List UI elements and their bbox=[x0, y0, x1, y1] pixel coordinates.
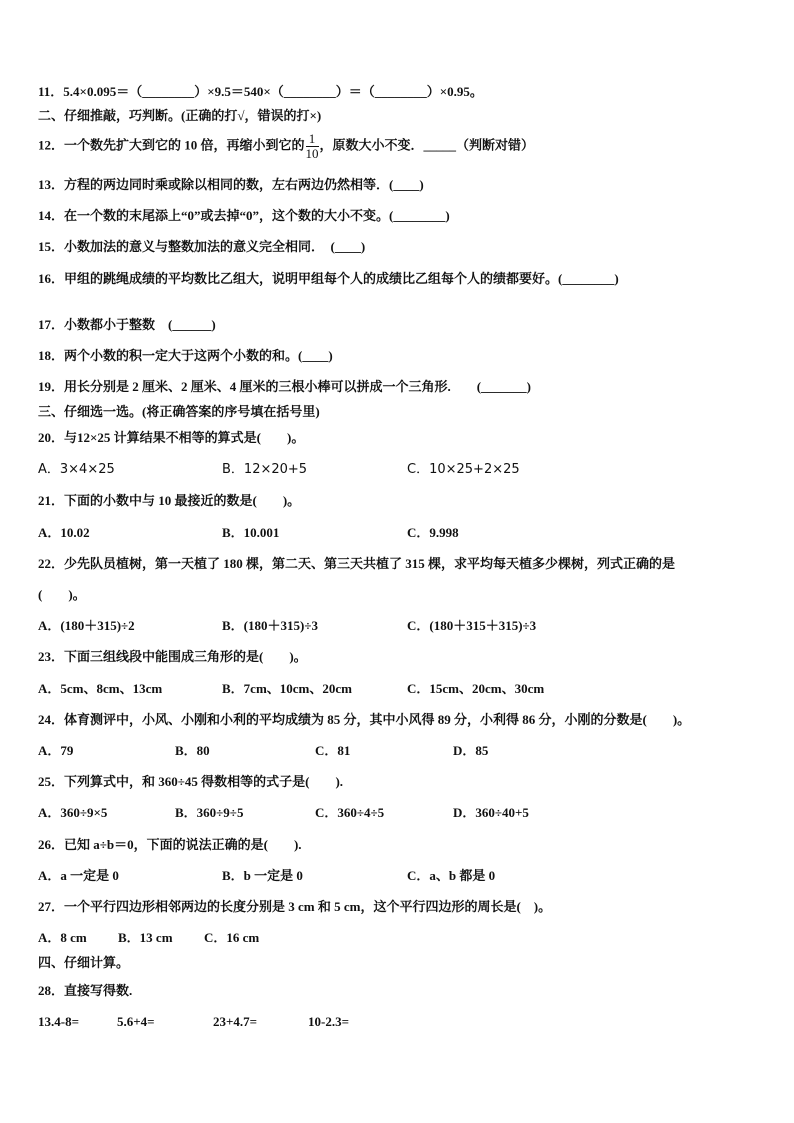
option-b: B．360÷9÷5 bbox=[175, 805, 244, 820]
option-c: C．360÷4÷5 bbox=[315, 805, 385, 820]
question-16: 16．甲组的跳绳成绩的平均数比乙组大，说明甲组每个人的成绩比乙组每个人的绩都要好。(________) bbox=[38, 271, 619, 286]
calc-item: 10-2.3= bbox=[308, 1014, 349, 1029]
question-11: 11．5.4×0.095＝（________）×9.5＝540×（________）＝（________）×0.95。 bbox=[38, 84, 483, 99]
option-a: A．360÷9×5 bbox=[38, 805, 108, 820]
option-c: C．a、b 都是 0 bbox=[407, 868, 496, 883]
option-c: C．(180＋315＋315)÷3 bbox=[407, 618, 537, 633]
question-23: 23．下面三组线段中能围成三角形的是( )。 bbox=[38, 649, 307, 664]
section-4-heading: 四、仔细计算。 bbox=[38, 955, 130, 970]
option-b: B．12×20+5 bbox=[222, 462, 308, 477]
option-b: B．(180＋315)÷3 bbox=[222, 618, 318, 633]
option-d: D．360÷40+5 bbox=[453, 805, 529, 820]
question-12 bbox=[38, 132, 534, 161]
question-22: 22．少先队员植树，第一天植了 180 棵，第二天、第三天共植了 315 棵，求平均每天植多少棵树，列式正确的是 bbox=[38, 556, 676, 571]
calc-item: 5.6+4= bbox=[117, 1014, 155, 1029]
question-27: 27．一个平行四边形相邻两边的长度分别是 3 cm 和 5 cm，这个平行四边形的周长是( )。 bbox=[38, 899, 552, 914]
question-26: 26．已知 a÷b＝0，下面的说法正确的是( ). bbox=[38, 837, 302, 852]
question-28: 28．直接写得数. bbox=[38, 983, 133, 998]
option-d: D．85 bbox=[453, 743, 489, 758]
calc-item: 13.4-8= bbox=[38, 1014, 79, 1029]
question-25: 25．下列算式中，和 360÷45 得数相等的式子是( ). bbox=[38, 774, 344, 789]
section-3-heading: 三、仔细选一选。(将正确答案的序号填在括号里) bbox=[38, 404, 320, 419]
option-a: A．79 bbox=[38, 743, 74, 758]
option-b: B．b 一定是 0 bbox=[222, 868, 303, 883]
option-c: C．10×25+2×25 bbox=[407, 462, 520, 477]
fraction-denominator: 10 bbox=[305, 146, 319, 161]
option-b: B．10.001 bbox=[222, 525, 280, 540]
option-b: B．7cm、10cm、20cm bbox=[222, 681, 352, 696]
option-a: A．a 一定是 0 bbox=[38, 868, 119, 883]
question-12-text-end: ，原数大小不变．_____（判断对错） bbox=[319, 137, 535, 153]
option-c: C．81 bbox=[315, 743, 351, 758]
question-21: 21．下面的小数中与 10 最接近的数是( )。 bbox=[38, 493, 301, 508]
option-a: A．5cm、8cm、13cm bbox=[38, 681, 163, 696]
question-17: 17．小数都小于整数 (______) bbox=[38, 317, 216, 332]
option-c: C．15cm、20cm、30cm bbox=[407, 681, 545, 696]
question-14: 14．在一个数的末尾添上“0”或去掉“0”，这个数的大小不变。(________) bbox=[38, 208, 450, 223]
option-c: C．16 cm bbox=[204, 930, 260, 945]
option-b: B．13 cm bbox=[118, 930, 173, 945]
option-c: C．9.998 bbox=[407, 525, 459, 540]
question-18: 18．两个小数的积一定大于这两个小数的和。(____) bbox=[38, 348, 333, 363]
option-a: A．(180＋315)÷2 bbox=[38, 618, 135, 633]
question-20: 20．与12×25 计算结果不相等的算式是( )。 bbox=[38, 430, 305, 445]
question-22-answer-blank: ( )。 bbox=[38, 587, 86, 602]
question-13: 13．方程的两边同时乘或除以相同的数，左右两边仍然相等．(____) bbox=[38, 177, 424, 192]
fraction bbox=[306, 132, 319, 161]
option-a: A．10.02 bbox=[38, 525, 90, 540]
fraction-numerator: 1 bbox=[306, 132, 319, 147]
question-15: 15．小数加法的意义与整数加法的意义完全相同． (____) bbox=[38, 239, 366, 254]
option-b: B．80 bbox=[175, 743, 210, 758]
question-24: 24．体育测评中，小风、小刚和小利的平均成绩为 85 分，其中小风得 89 分，小利得 86 分，小刚的分数是( )。 bbox=[38, 712, 691, 727]
section-2-heading: 二、仔细推敲，巧判断。(正确的打√，错误的打×) bbox=[38, 108, 322, 123]
question-12-text: 12．一个数先扩大到它的 10 倍，再缩小到它的 bbox=[38, 137, 305, 153]
option-a: A．3×4×25 bbox=[38, 462, 115, 477]
calc-item: 23+4.7= bbox=[213, 1014, 258, 1029]
option-a: A．8 cm bbox=[38, 930, 87, 945]
question-19: 19．用长分别是 2 厘米、2 厘米、4 厘米的三根小棒可以拼成一个三角形. (_______) bbox=[38, 379, 531, 394]
